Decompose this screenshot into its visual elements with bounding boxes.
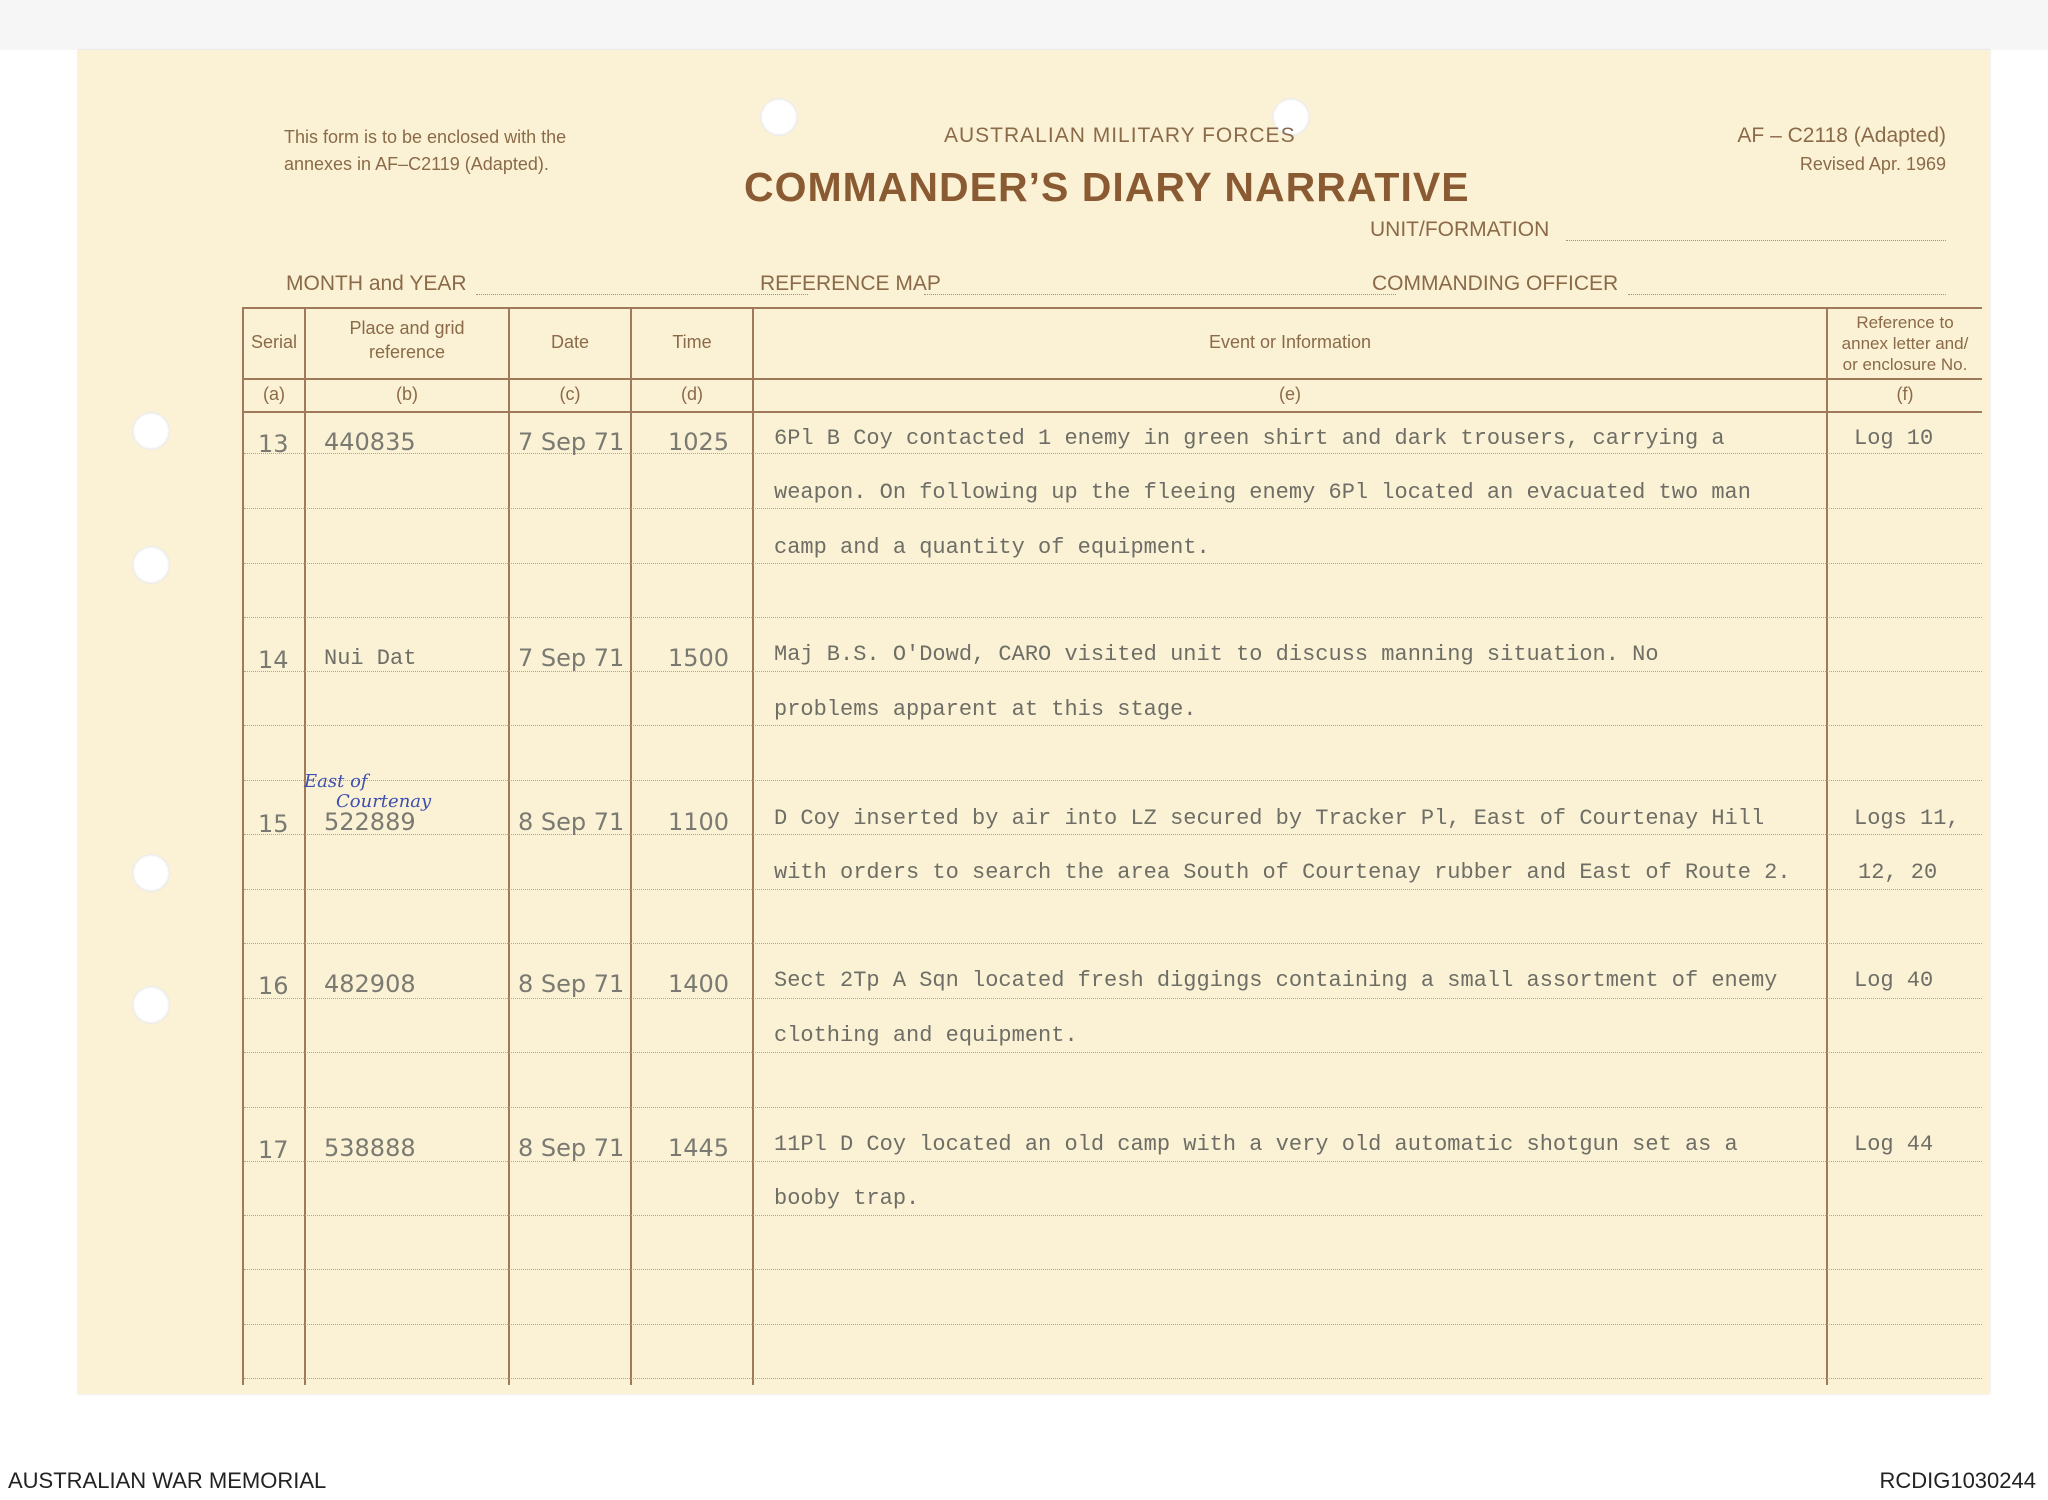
binder-hole xyxy=(132,986,170,1024)
entry-reference: 12, 20 xyxy=(1858,860,1938,885)
ruled-line xyxy=(244,453,1982,454)
commanding-officer-label: COMMANDING OFFICER xyxy=(1372,272,1619,295)
entry-text-line: D Coy inserted by air into LZ secured by Tracker Pl, East of Courtenay Hill xyxy=(774,806,1765,831)
reference-map-label: REFERENCE MAP xyxy=(760,272,941,295)
entry-text-line: Maj B.S. O'Dowd, CARO visited unit to discuss manning situation. No xyxy=(774,642,1659,667)
entry-grid-reference: Nui Dat xyxy=(324,646,417,671)
archive-credit: AUSTRALIAN WAR MEMORIAL xyxy=(8,1468,327,1493)
column-divider xyxy=(752,307,754,1385)
entry-serial: 13 xyxy=(258,430,289,458)
enclosure-note xyxy=(284,124,566,178)
entry-date: 8 Sep 71 xyxy=(518,1134,625,1162)
entry-serial: 15 xyxy=(258,810,289,838)
entry-time: 1400 xyxy=(668,970,730,998)
entry-text-line: 11Pl D Coy located an old camp with a very old automatic shotgun set as a xyxy=(774,1132,1738,1157)
entry-reference: Logs 11, xyxy=(1854,806,1960,831)
entry-reference: Log 10 xyxy=(1854,426,1934,451)
ruled-line xyxy=(244,943,1982,944)
ruled-line xyxy=(244,889,1982,890)
entry-text-line: weapon. On following up the fleeing enemy 6Pl located an evacuated two man xyxy=(774,480,1751,505)
ruled-line xyxy=(244,1161,1982,1162)
entry-serial: 16 xyxy=(258,972,289,1000)
column-header-line: Reference to xyxy=(1856,313,1954,332)
column-letter: (f) xyxy=(1896,384,1914,404)
ruled-line xyxy=(244,1052,1982,1053)
column-header-date: Date xyxy=(550,332,590,352)
entry-time: 1025 xyxy=(668,428,730,456)
entry-date: 8 Sep 71 xyxy=(518,970,625,998)
entry-time: 1100 xyxy=(668,808,730,836)
entry-grid-reference: 522889 xyxy=(324,808,416,836)
entry-serial: 14 xyxy=(258,646,289,674)
column-header-line: or enclosure No. xyxy=(1842,355,1968,374)
entry-text-line: booby trap. xyxy=(774,1186,920,1211)
scan-top-margin xyxy=(0,0,2048,50)
column-header-line: annex letter and/ xyxy=(1841,334,1969,353)
ruled-line xyxy=(244,834,1982,835)
handwritten-note-line: East of xyxy=(304,771,368,792)
binder-hole xyxy=(132,854,170,892)
entry-reference: Log 44 xyxy=(1854,1132,1934,1157)
unit-formation-field xyxy=(1566,240,1946,241)
entry-text-line: Sect 2Tp A Sqn located fresh diggings containing a small assortment of enemy xyxy=(774,968,1778,993)
entry-reference: Log 40 xyxy=(1854,968,1934,993)
month-year-label: MONTH and YEAR xyxy=(286,272,467,295)
column-header-serial: Serial xyxy=(250,332,298,352)
binder-hole xyxy=(760,98,798,136)
ruled-line xyxy=(244,671,1982,672)
form-title: COMMANDER’S DIARY NARRATIVE xyxy=(744,164,1470,210)
reference-map-field xyxy=(924,294,1396,295)
table-top-rule xyxy=(242,307,1982,309)
handwritten-note-line: Courtenay xyxy=(336,791,432,812)
ruled-line xyxy=(244,725,1982,726)
ruled-line xyxy=(244,563,1982,564)
ruled-line xyxy=(244,1378,1982,1379)
entry-text-line: clothing and equipment. xyxy=(774,1023,1078,1048)
binder-hole xyxy=(132,546,170,584)
month-year-field xyxy=(476,294,808,295)
column-header-reference xyxy=(1828,312,1982,375)
entry-text-line: 6Pl B Coy contacted 1 enemy in green shirt and dark trousers, carrying a xyxy=(774,426,1725,451)
ruled-line xyxy=(244,1269,1982,1270)
entry-text-line: with orders to search the area South of Courtenay rubber and East of Route 2. xyxy=(774,860,1791,885)
handwritten-location-note xyxy=(304,772,431,812)
entry-grid-reference: 440835 xyxy=(324,428,416,456)
archive-item-id: RCDIG1030244 xyxy=(1879,1468,2036,1493)
letters-rule xyxy=(242,411,1982,413)
enclosure-note-line: annexes in AF–C2119 (Adapted). xyxy=(284,154,549,174)
ruled-line xyxy=(244,1324,1982,1325)
ruled-line xyxy=(244,1215,1982,1216)
form-revision-date: Revised Apr. 1969 xyxy=(1799,154,1946,174)
entry-grid-reference: 538888 xyxy=(324,1134,416,1162)
entry-date: 7 Sep 71 xyxy=(518,644,625,672)
column-letter: (e) xyxy=(1279,384,1301,404)
commanding-officer-field xyxy=(1628,294,1946,295)
entry-grid-reference: 482908 xyxy=(324,970,416,998)
column-divider xyxy=(630,307,632,1385)
column-divider xyxy=(304,307,306,1385)
form-number: AF – C2118 (Adapted) xyxy=(1737,124,1946,147)
entry-text-line: problems apparent at this stage. xyxy=(774,697,1197,722)
enclosure-note-line: This form is to be enclosed with the xyxy=(284,127,567,147)
entry-date: 8 Sep 71 xyxy=(518,808,625,836)
ruled-line xyxy=(244,1107,1982,1108)
entry-time: 1500 xyxy=(668,644,730,672)
entry-date: 7 Sep 71 xyxy=(518,428,625,456)
entry-time: 1445 xyxy=(668,1134,730,1162)
column-divider xyxy=(508,307,510,1385)
ruled-line xyxy=(244,617,1982,618)
unit-formation-label: UNIT/FORMATION xyxy=(1370,218,1550,241)
ruled-line xyxy=(244,780,1982,781)
column-header-line: reference xyxy=(368,342,446,362)
column-divider xyxy=(1826,307,1828,1385)
agency-name: AUSTRALIAN MILITARY FORCES xyxy=(944,124,1296,147)
column-letter: (d) xyxy=(681,384,703,404)
column-letter: (b) xyxy=(396,384,418,404)
column-letter: (c) xyxy=(559,384,581,404)
column-header-time: Time xyxy=(672,332,712,352)
column-header-place xyxy=(306,316,508,364)
diary-form-sheet xyxy=(78,50,1990,1394)
binder-hole xyxy=(132,412,170,450)
ruled-line xyxy=(244,508,1982,509)
entry-serial: 17 xyxy=(258,1136,289,1164)
column-letter: (a) xyxy=(263,384,285,404)
column-divider xyxy=(242,307,244,1385)
ruled-line xyxy=(244,998,1982,999)
column-header-event: Event or Information xyxy=(1208,332,1372,352)
header-rule xyxy=(242,378,1982,380)
entry-text-line: camp and a quantity of equipment. xyxy=(774,535,1210,560)
column-header-line: Place and grid xyxy=(349,318,465,338)
